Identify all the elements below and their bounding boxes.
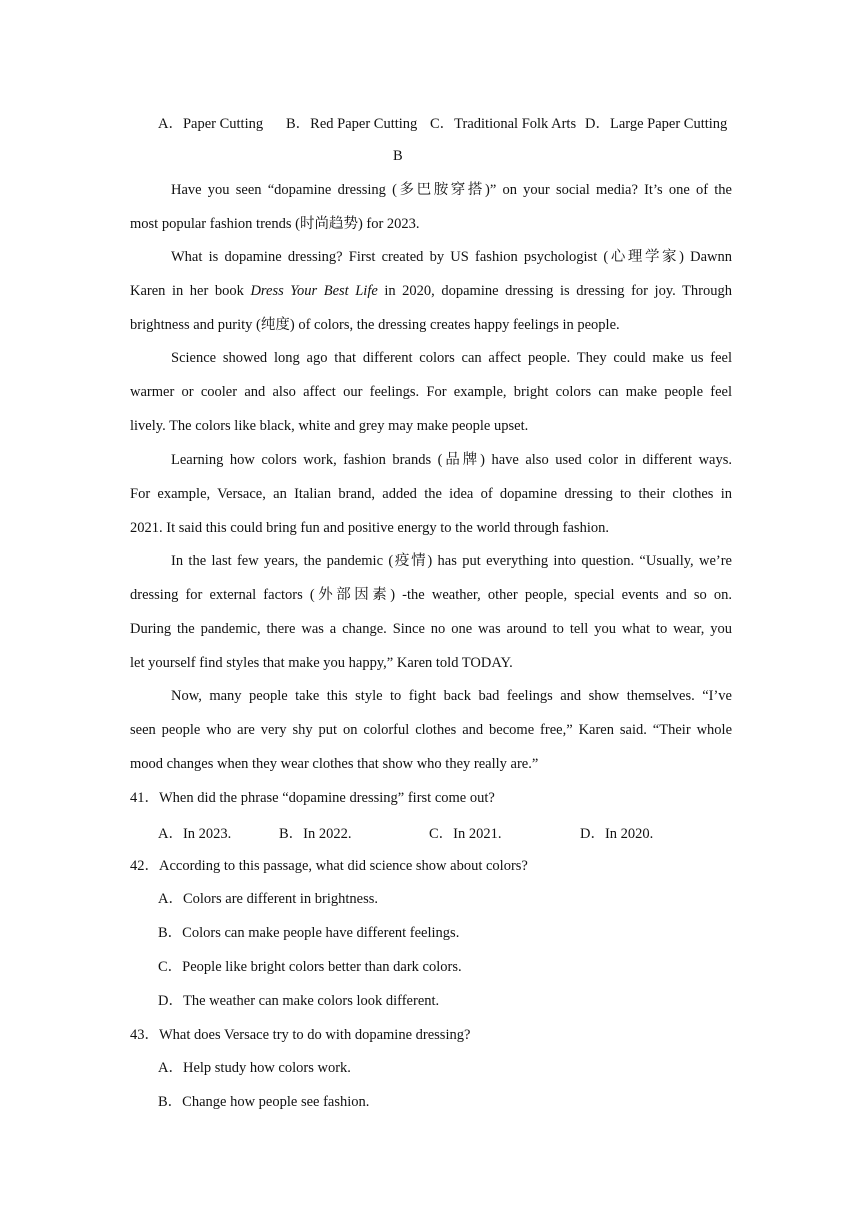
question-stem: 41．When did the phrase “dopamine dressing” first come out? xyxy=(130,790,495,806)
passage-line: mood changes when they wear clothes that show who they really are.” xyxy=(130,756,539,772)
option-b: B．Change how people see fashion. xyxy=(158,1094,370,1110)
passage-text: Karen in her book xyxy=(130,283,251,299)
passage-line: Science showed long ago that different colors can affect people. They could make us feel xyxy=(171,350,732,366)
question-stem: 42．According to this passage, what did science show about colors? xyxy=(130,858,528,874)
passage-line: lively. The colors like black, white and grey may make people upset. xyxy=(130,418,529,434)
passage-line: What is dopamine dressing? First created by US fashion psychologist (心理学家) Dawnn xyxy=(171,249,732,265)
option-b: B．In 2022. xyxy=(279,826,352,842)
passage-line: 2021. It said this could bring fun and positive energy to the world through fashion. xyxy=(130,520,609,536)
passage-line: seen people who are very shy put on colorful clothes and become free,” Karen said. “Their whole xyxy=(130,722,732,738)
passage-line: Learning how colors work, fashion brands (品牌) have also used color in different ways. xyxy=(171,452,732,468)
passage-line xyxy=(130,281,732,301)
passage-line: For example, Versace, an Italian brand, added the idea of dopamine dressing to their clothes in xyxy=(130,486,732,502)
passage-line: most popular fashion trends (时尚趋势) for 2023. xyxy=(130,216,420,232)
option-b: B．Colors can make people have different feelings. xyxy=(158,925,460,941)
book-title: Dress Your Best Life xyxy=(250,283,378,299)
option-c: C．People like bright colors better than dark colors. xyxy=(158,959,462,975)
question-stem: 43．What does Versace try to do with dopamine dressing? xyxy=(130,1027,471,1043)
passage-line: During the pandemic, there was a change. Since no one was around to tell you what to wear, you xyxy=(130,621,732,637)
prev-option-b: B．Red Paper Cutting xyxy=(286,116,418,132)
option-a: A．In 2023. xyxy=(158,826,232,842)
prev-option-d: D．Large Paper Cutting xyxy=(585,116,728,132)
option-a: A．Colors are different in brightness. xyxy=(158,891,379,907)
passage-line: warmer or cooler and also affect our feelings. For example, bright colors can make people feel xyxy=(130,384,732,400)
option-a: A．Help study how colors work. xyxy=(158,1060,351,1076)
option-d: D．The weather can make colors look different. xyxy=(158,993,440,1009)
passage-line: let yourself find styles that make you happy,” Karen told TODAY. xyxy=(130,655,513,671)
passage-line: dressing for external factors (外部因素) -the weather, other people, special events and so on. xyxy=(130,587,732,603)
option-d: D．In 2020. xyxy=(580,826,654,842)
prev-option-c: C．Traditional Folk Arts xyxy=(430,116,577,132)
passage-line: brightness and purity (纯度) of colors, the dressing creates happy feelings in people. xyxy=(130,317,620,333)
passage-line: Have you seen “dopamine dressing (多巴胺穿搭)” on your social media? It’s one of the xyxy=(171,182,732,198)
prev-answer: B xyxy=(393,148,403,164)
passage-line: Now, many people take this style to fight back bad feelings and show themselves. “I’ve xyxy=(171,688,732,704)
option-c: C．In 2021. xyxy=(429,826,502,842)
prev-option-a: A．Paper Cutting xyxy=(158,116,264,132)
passage-text: in 2020, dopamine dressing is dressing for joy. Through xyxy=(377,283,732,299)
passage-line: In the last few years, the pandemic (疫情) has put everything into question. “Usually, we’re xyxy=(171,553,732,569)
